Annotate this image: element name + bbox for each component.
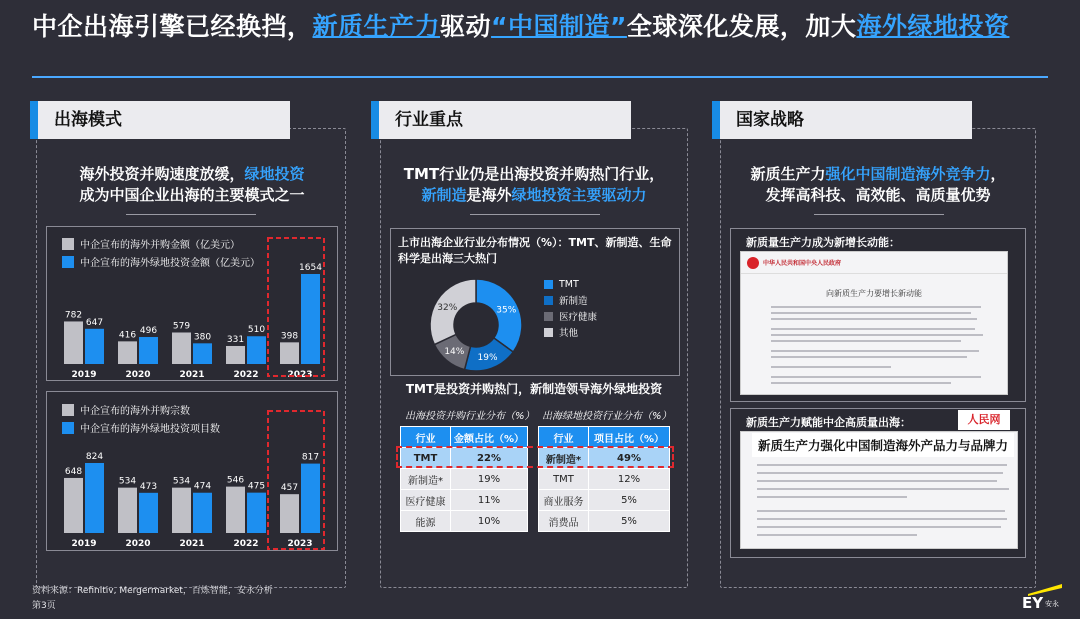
table-cell: TMT [401,448,451,469]
mid-sub-highlight-2: 绿地投资主要驱动力 [511,186,647,204]
right-sub-text-2: ， [990,165,1006,183]
data-label: 534 [172,476,191,487]
data-label: 546 [226,475,245,486]
legend-label: 中企宣布的海外绿地投资项目数 [80,424,220,435]
data-label: 782 [64,310,83,321]
table-row [401,511,528,532]
emblem-icon [747,257,759,269]
bar [301,274,320,364]
table-cell: 能源 [401,511,451,532]
x-tick-label: 2023 [287,539,313,549]
slice-label: 19% [477,352,498,363]
mid-sub-highlight-1: 新制造 [421,186,467,204]
data-label: 474 [193,481,212,492]
table-cell: 商业服务 [539,490,589,511]
bar [247,336,266,364]
bar [118,341,137,364]
data-label: 648 [64,466,83,477]
table-cell: 5% [589,490,670,511]
x-tick-label: 2020 [125,370,151,380]
table-header: 行业 [539,427,589,448]
title-highlight-2: “中国制造” [491,12,627,41]
table-cell: 10% [451,511,528,532]
bar-chart-amount [46,226,338,381]
bar [247,493,266,533]
table-cell: 11% [451,490,528,511]
title-text-1: 中企出海引擎已经换挡， [32,12,313,41]
right-sub-highlight: 强化中国制造海外竞争力 [825,165,991,183]
ey-logo-text: EY [1022,594,1044,612]
peoples-daily-logo: 人民网 [958,410,1010,430]
title-text-2: 驱动 [440,12,492,41]
ey-logo [1018,584,1064,612]
legend-label: 中企宣布的海外并购宗数 [80,406,190,417]
bar [301,464,320,533]
mid-sub-text-2: 是海外 [466,186,512,204]
ey-logo-subtext: 安永 [1045,600,1059,608]
table-cell: 5% [589,511,670,532]
legend-label: 其他 [559,328,579,339]
bar [193,343,212,364]
legend-label: 新制造 [559,296,588,307]
donut-chart-industry [418,278,534,372]
legend-label: 医疗健康 [559,312,598,323]
bar [139,337,158,364]
x-tick-label: 2021 [179,370,205,380]
highlight-box-tables [396,446,674,468]
donut-legend-item [544,292,597,308]
data-label: 534 [118,476,137,487]
legend-swatch [544,312,553,321]
bar [64,478,83,533]
news1-text-lines [741,302,1009,392]
title-highlight-1: 新质生产力 [312,12,441,41]
table-row [539,490,670,511]
table-header: 项目占比（%） [589,427,670,448]
mid-sub-text: TMT行业仍是出海投资并购热门行业， [403,165,665,183]
legend-swatch [544,328,553,337]
data-label: 824 [85,452,104,462]
x-tick-label: 2022 [233,370,259,380]
left-sub-text: 海外投资并购速度放缓， [79,165,245,183]
data-label: 1654 [299,263,322,273]
data-label: 473 [139,481,158,492]
news2-text-lines [741,458,1019,548]
table-greenfield-industry [538,426,670,532]
legend-swatch [544,280,553,289]
data-label: 496 [139,326,158,337]
legend-label: 中企宣布的海外并购金额（亿美元） [80,240,240,251]
table-cell: 医疗健康 [401,490,451,511]
news1-heading: 新质量生产力成为新增长动能： [746,236,900,249]
bar [172,488,191,533]
right-sub-text: 新质生产力 [750,165,826,183]
tab-outbound-mode: 出海模式 [30,101,290,139]
slice-label: 35% [496,305,517,316]
slice-label: 14% [444,347,465,358]
table-ma-industry [400,426,528,532]
data-label: 331 [226,334,245,345]
news2-heading: 新质生产力赋能中企高质量出海： [746,416,911,429]
data-label: 579 [172,321,191,332]
x-tick-label: 2020 [125,539,151,549]
source-note: 资料来源：Refinitiv, Mergermarket，百炼智能，安永分析 [32,586,273,596]
legend-label: TMT [559,278,579,290]
data-label: 510 [247,325,266,336]
mid-subheading [384,164,684,206]
bar [64,321,83,364]
right-sub-text-3: 发挥高科技、高效能、高质量优势 [765,186,991,204]
legend-swatch [544,296,553,305]
x-tick-label: 2021 [179,539,205,549]
data-label: 647 [85,317,104,328]
left-subheading [44,164,340,206]
donut-legend-item [544,308,597,324]
table-cell: 12% [589,469,670,490]
table-cell: TMT [539,469,589,490]
bar [226,487,245,533]
table-cell: 22% [451,448,528,469]
news1-title: 向新质生产力要增长新动能 [826,289,922,298]
x-tick-label: 2022 [233,539,259,549]
bar [226,346,245,364]
bar [280,342,299,364]
table-cell: 49% [589,448,670,469]
page-title [32,14,1062,40]
table-header: 金额占比（%） [451,427,528,448]
table-heading: TMT是投资并购热门，新制造领导海外绿地投资 [405,382,663,396]
bar [193,493,212,533]
bar [85,329,104,364]
data-label: 475 [247,481,266,492]
x-tick-label: 2023 [287,370,313,380]
donut-legend-item [544,276,597,292]
title-underline [32,76,1048,78]
table1-caption: 出海投资并购行业分布（%） [405,411,535,422]
bar [139,493,158,533]
table2-caption: 出海绿地投资行业分布（%） [542,411,672,422]
table-cell: 新制造* [539,448,589,469]
table-row [539,511,670,532]
bar [280,494,299,533]
left-sub-text-2: 成为中国企业出海的主要模式之一 [79,186,305,204]
data-label: 817 [301,452,320,463]
legend-label: 中企宣布的海外绿地投资金额（亿美元） [80,258,260,269]
table-cell: 消费品 [539,511,589,532]
donut-legend-item [544,324,597,340]
x-tick-label: 2019 [71,539,97,549]
data-label: 416 [118,330,137,341]
table-header: 行业 [401,427,451,448]
bar [85,463,104,533]
right-separator [814,214,944,215]
table-cell: 19% [451,469,528,490]
table-row [539,469,670,490]
donut-heading: 上市出海企业行业分布情况（%）：TMT、新制造、生命科学是出海三大热门 [398,236,672,265]
mid-separator [470,214,600,215]
title-highlight-3: 海外绿地投资 [856,12,1010,41]
bar-chart-count [46,391,338,551]
bar [118,488,137,533]
news1-screenshot [740,251,1008,395]
donut-legend [544,276,597,340]
page-number: 第3页 [32,601,56,611]
left-sub-highlight: 绿地投资 [244,165,305,183]
tab-national-strategy: 国家战略 [712,101,972,139]
title-text-3: 全球深化发展，加大 [626,12,857,41]
table-row [401,490,528,511]
left-separator [126,214,256,215]
table-row [401,469,528,490]
news2-title: 新质生产力强化中国制造海外产品力与品牌力 [752,433,1014,457]
right-subheading [724,164,1032,206]
slice-label: 32% [437,302,458,313]
x-tick-label: 2019 [71,370,97,380]
data-label: 398 [280,331,299,342]
table-cell: 新制造* [401,469,451,490]
data-label: 380 [193,332,212,343]
data-label: 457 [280,483,299,494]
tab-industry-focus: 行业重点 [371,101,631,139]
bar [172,332,191,364]
news1-site-name: 中华人民共和国中央人民政府 [763,260,842,267]
